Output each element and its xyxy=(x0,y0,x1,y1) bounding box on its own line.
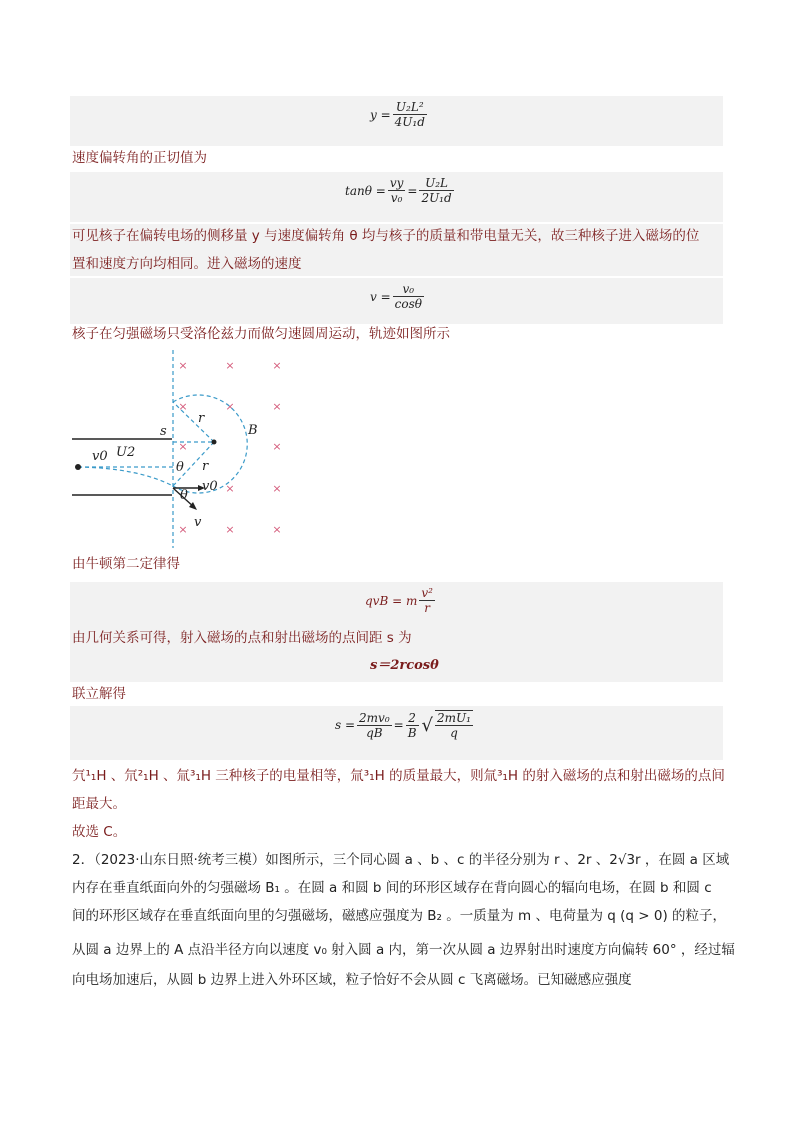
field-cross: × xyxy=(272,440,282,453)
problem-line-4: 从圆 a 边界上的 A 点沿半径方向以速度 v₀ 射入圆 a 内，第一次从圆 a 边界射出时速度方向偏转 60° ，经过辐 xyxy=(72,942,735,958)
problem-line-3: 间的环形区域存在垂直纸面向里的匀强磁场，磁感应强度为 B₂ 。一质量为 m 、电荷量为 q (q > 0) 的粒子， xyxy=(72,908,727,924)
equation-s: s＝2rcosθ xyxy=(370,658,439,673)
text-motion: 核子在匀强磁场只受洛伦兹力而做匀速圆周运动，轨迹如图所示 xyxy=(72,326,450,342)
label-theta: θ xyxy=(180,488,188,503)
field-cross: × xyxy=(178,400,188,413)
field-cross: × xyxy=(272,523,282,536)
field-cross: × xyxy=(225,482,235,495)
field-cross: × xyxy=(225,359,235,372)
text-newton: 由牛顿第二定律得 xyxy=(72,556,180,572)
field-cross: × xyxy=(272,482,282,495)
field-cross: × xyxy=(225,400,235,413)
text-solve: 联立解得 xyxy=(72,686,126,702)
label-U2: U2 xyxy=(116,445,136,460)
label-r: r xyxy=(202,459,209,474)
text-answer: 故选 C。 xyxy=(72,824,127,840)
field-cross: × xyxy=(225,523,235,536)
label-s: s xyxy=(160,424,167,439)
equation-y: y = $\frac{\text{U₂L²}}{\text{4U₁d}}$ xyxy=(370,100,425,129)
problem-line-2: 内存在垂直纸面向外的匀强磁场 B₁ 。在圆 a 和圆 b 间的环形区域存在背向圆心的辐向电场，在圆 b 和圆 c xyxy=(72,880,712,896)
label-B: B xyxy=(248,423,258,438)
equation-v: v = $\frac{\text{v₀}}{\cos\theta}$ xyxy=(370,282,422,311)
text-conclusion-1: 可见核子在偏转电场的侧移量 y 与速度偏转角 θ 均与核子的质量和带电量无关，故三种核子进入磁场的位 xyxy=(72,228,700,244)
equation-tan: tanθ = $\frac{vy}{\text{v₀}}$ = $\frac{\text{U₂L}}{\text{2U₁d}}$ xyxy=(345,176,452,205)
label-r: r xyxy=(198,411,205,426)
field-cross: × xyxy=(178,523,188,536)
label-v: v xyxy=(194,515,202,530)
problem-line-5: 向电场加速后，从圆 b 边界上进入外环区域，粒子恰好不会从圆 c 飞离磁场。已知磁感应强度 xyxy=(72,972,632,988)
text-isotopes-2: 距最大。 xyxy=(72,796,126,812)
text-isotopes-1: 氕¹₁H 、氘²₁H 、氚³₁H 三种核子的电量相等，氚³₁H 的质量最大，则氚³₁H 的射入磁场的点和射出磁场的点间 xyxy=(72,768,725,784)
field-cross: × xyxy=(178,359,188,372)
label-v0: v0 xyxy=(202,479,218,494)
text-geometry: 由几何关系可得，射入磁场的点和射出磁场的点间距 s 为 xyxy=(72,630,412,646)
equation-final: s = $\frac{\text{2mv₀}}{qB}$ = $\frac{2}{B}$ √ $\frac{\text{2mU₁}}{q}$ xyxy=(335,710,471,740)
field-cross: × xyxy=(272,359,282,372)
field-cross: × xyxy=(272,400,282,413)
equation-lorentz: qvB = m $\frac{\text{v²}}{r}$ xyxy=(365,586,433,615)
problem-line-1: 2．（2023·山东日照·统考三模）如图所示，三个同心圆 a 、b 、c 的半径分别为 r 、2r 、2√3r ，在圆 a 区域 xyxy=(72,852,730,868)
trajectory-figure xyxy=(68,350,298,550)
label-theta: θ xyxy=(176,460,184,475)
field-cross: × xyxy=(178,440,188,453)
label-v0: v0 xyxy=(92,449,108,464)
text-tan-intro: 速度偏转角的正切值为 xyxy=(72,150,207,166)
text-conclusion-2: 置和速度方向均相同。进入磁场的速度 xyxy=(72,256,302,272)
